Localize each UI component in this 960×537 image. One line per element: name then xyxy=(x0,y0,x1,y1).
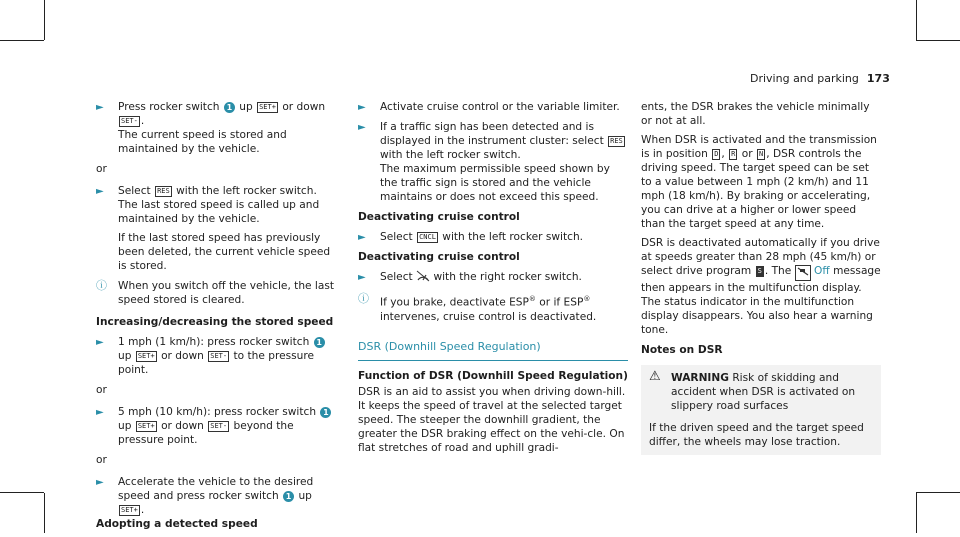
or-text: or xyxy=(96,454,107,466)
list-item: ► Select CNCL with the left rocker switch. xyxy=(358,231,584,243)
res-key-icon: RES xyxy=(157,187,170,195)
set-up-key-icon: SET+ xyxy=(137,352,155,360)
callout-1-icon: 1 xyxy=(283,491,294,502)
set-down-key-icon: SET- xyxy=(210,352,228,360)
drive-program-s-icon: S xyxy=(757,267,762,275)
gear-r-icon: R xyxy=(731,150,736,158)
warning-icon: ⚠ xyxy=(649,369,661,384)
set-up-key-icon: SET+ xyxy=(259,103,276,111)
subheading: Notes on DSR xyxy=(641,344,723,356)
crop-mark xyxy=(0,40,44,41)
callout-1-icon: 1 xyxy=(320,407,331,418)
section-heading: DSR (Downhill Speed Regulation) xyxy=(358,340,628,361)
bullet-icon: ► xyxy=(358,102,366,113)
bullet-icon: ► xyxy=(96,337,104,348)
list-item: ► Select RES with the left rocker switch. The last stored speed is called up and maintained by the vehicle. If the last stored speed has previously been deleted, the current vehicle speed is stored. xyxy=(96,185,331,272)
subheading: Increasing/decreasing the stored speed xyxy=(96,316,334,328)
subheading: Function of DSR (Downhill Speed Regulation) xyxy=(358,369,628,382)
bullet-icon: ► xyxy=(96,477,104,488)
bullet-icon: ► xyxy=(96,186,104,197)
subheading: Adopting a detected speed xyxy=(96,518,258,530)
paragraph: When DSR is activated and the transmission is in position D , R or N , DSR controls the driving speed. The target speed can be set to a value between 1 mph (2 km/h) and 11 mph (18 km/h). By braking or accelerating, you can drive at a higher or lower speed than the target speed at any time. xyxy=(641,134,877,230)
res-key-icon: RES xyxy=(610,137,623,145)
page-number: 173 xyxy=(866,72,890,85)
bullet-icon: ► xyxy=(358,232,366,243)
set-up-key-icon: SET+ xyxy=(121,506,138,514)
info-note: ⓘ When you switch off the vehicle, the last speed stored is cleared. xyxy=(96,279,335,306)
list-item: ► Press rocker switch 1 up SET+ or down SET- . The current speed is stored and maintained by the vehicle. xyxy=(96,101,326,155)
set-up-key-icon: SET+ xyxy=(137,422,155,430)
column-2 xyxy=(358,100,628,460)
list-item: ► Select with the right rocker switch. xyxy=(358,270,628,286)
bullet-icon: ► xyxy=(96,102,104,113)
paragraph: DSR is deactivated automatically if you drive at speeds greater than 28 mph (45 km/h) or select drive program S . The Off message then appears in the multifunction display. The status indicator in the multifunction display disappears. You also hear a warning tone. xyxy=(641,237,881,336)
list-item: ► 1 mph (1 km/h): press rocker switch 1 up SET+ or down SET- to the pressure point. xyxy=(96,335,336,377)
paragraph: ents, the DSR brakes the vehicle minimally or not at all. xyxy=(641,101,870,127)
callout-1-icon: 1 xyxy=(314,337,325,348)
info-icon: ⓘ xyxy=(358,292,369,305)
list-item: ► Activate cruise control or the variable limiter. xyxy=(358,101,620,113)
crop-mark xyxy=(44,493,45,533)
warning-box: ⚠ WARNING Risk of skidding and accident when DSR is activated on slippery road surfaces If the driven speed and the target speed differ, the wheels may lose traction. xyxy=(641,365,881,455)
subheading: Deactivating cruise control xyxy=(358,211,520,223)
bullet-icon: ► xyxy=(96,407,104,418)
page-header xyxy=(750,72,890,85)
crop-mark xyxy=(916,40,960,41)
or-text: or xyxy=(96,384,107,396)
column-3 xyxy=(641,100,881,455)
list-item: ► Accelerate the vehicle to the desired speed and press rocker switch 1 up SET+ . xyxy=(96,476,314,516)
gear-n-icon: N xyxy=(758,150,764,158)
section-title: Driving and parking xyxy=(750,72,859,85)
paragraph: DSR is an aid to assist you when driving down-hill. It keeps the speed of travel at the selected target speed. The steeper the downhill gradient, the greater the DSR braking effect on the vehi-cle. On flat stretches of road and uphill gradi- xyxy=(358,385,626,454)
bullet-icon: ► xyxy=(358,122,366,133)
subheading: Deactivating cruise control xyxy=(358,251,520,263)
cruise-control-off-icon xyxy=(416,270,430,286)
crop-mark xyxy=(916,493,917,533)
list-item: ► 5 mph (10 km/h): press rocker switch 1 up SET+ or down SET- beyond the pressure point. xyxy=(96,405,336,447)
or-text: or xyxy=(96,163,107,175)
callout-1-icon: 1 xyxy=(224,102,235,113)
info-icon: ⓘ xyxy=(96,279,107,292)
crop-mark xyxy=(0,492,44,493)
column-1 xyxy=(96,100,336,537)
cncl-key-icon: CNCL xyxy=(419,233,436,241)
set-down-key-icon: SET- xyxy=(210,422,228,430)
dsr-icon xyxy=(795,265,811,281)
list-item: ► If a traffic sign has been detected and is displayed in the instrument cluster: select RES with the left rocker switch. The maximum permissible speed shown by the traffic sign is stored and the vehicle maintains or does not exceed this speed. xyxy=(358,121,623,203)
crop-mark xyxy=(916,0,917,40)
crop-mark xyxy=(916,492,960,493)
gear-d-icon: D xyxy=(714,150,719,158)
crop-mark xyxy=(44,0,45,40)
bullet-icon: ► xyxy=(358,272,366,283)
set-down-key-icon: SET- xyxy=(121,117,138,125)
info-note: ⓘ If you brake, deactivate ESP® or if ESP® intervenes, cruise control is deactivated. xyxy=(358,292,597,323)
